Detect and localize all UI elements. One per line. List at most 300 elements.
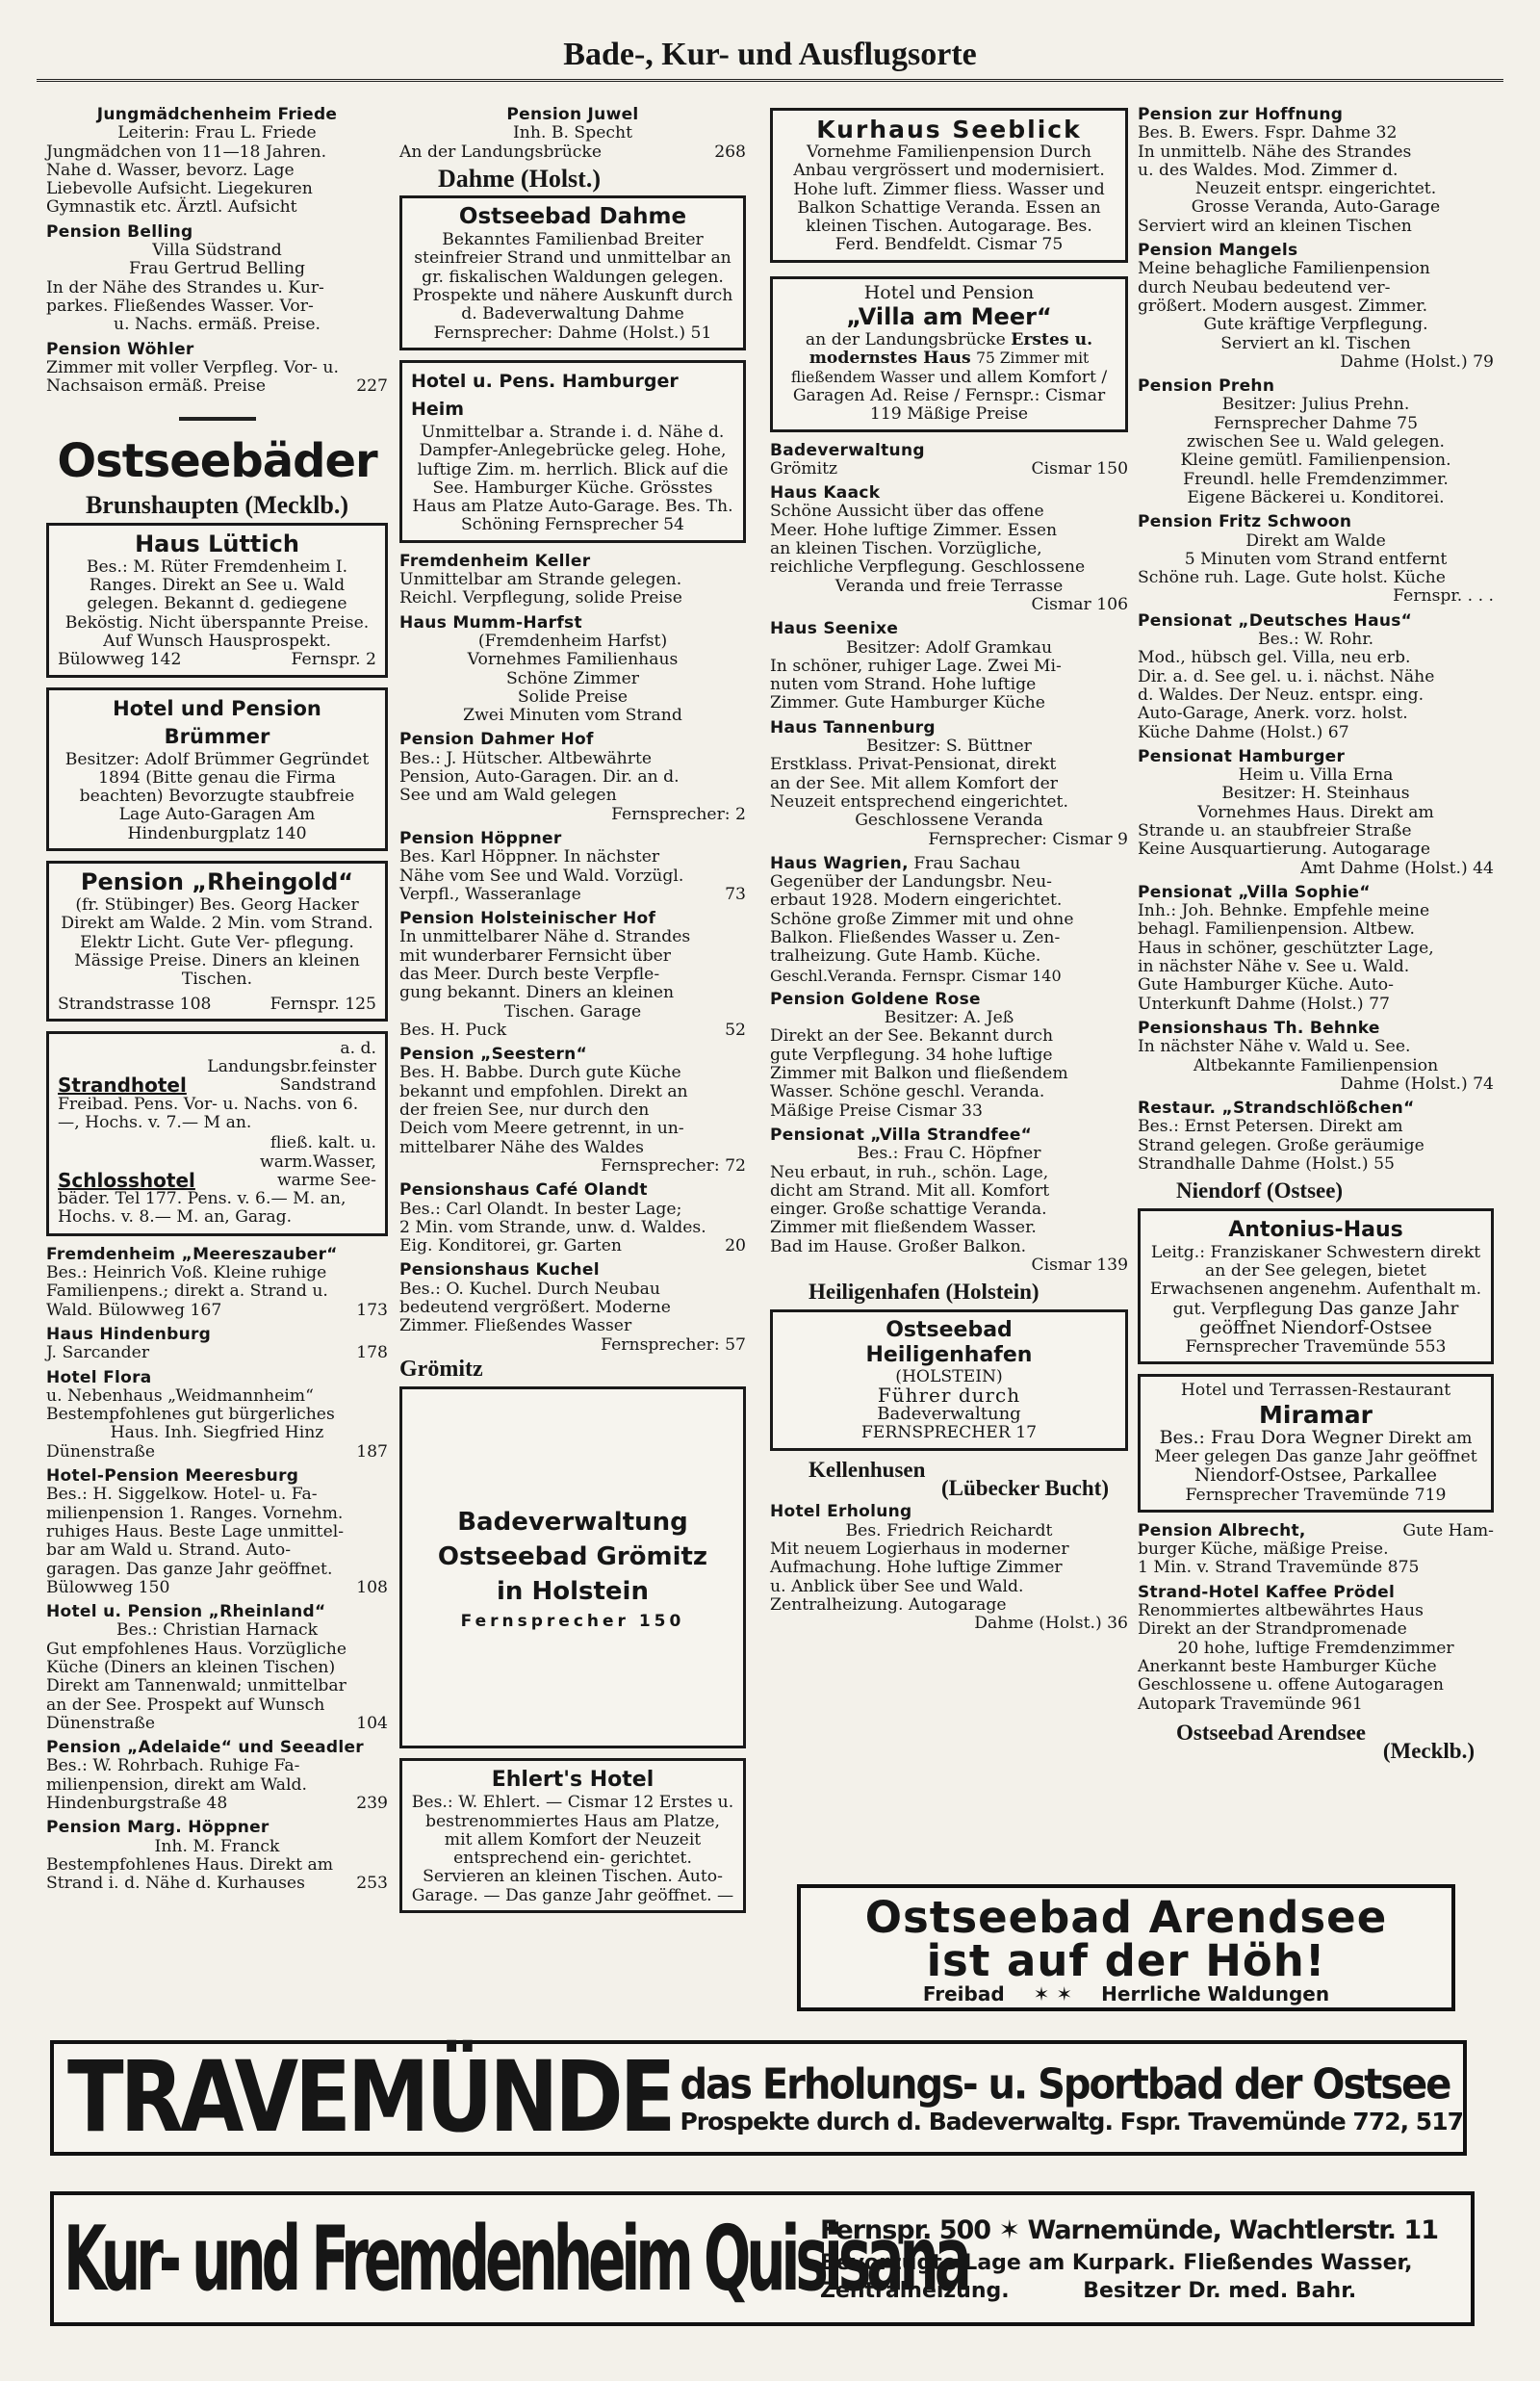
ad-title: Ostseebad Grömitz: [437, 1541, 708, 1571]
line: Ad. Reise / Fernspr.: Cismar 119: [869, 385, 1106, 425]
line: kleinen Tischen. Autogarage.: [806, 217, 1052, 237]
listing-kaffee-proedel: [1138, 1584, 1494, 1714]
ad-title: Ostseebad Arendsee: [864, 1892, 1388, 1943]
line: Das ganze Jahr geöffnet: [1199, 1297, 1459, 1338]
line: Leitg.: Franziskaner Schwestern: [1150, 1242, 1425, 1262]
line: 5 Minuten vom Strand entfernt: [1184, 549, 1448, 569]
listing-hindenburg: [46, 1326, 388, 1363]
line: Direkt am Tannenwald; unmittelbar: [46, 1676, 346, 1696]
line: Besitzer: Adolf Brümmer: [64, 749, 274, 769]
line: Gymnastik etc. Ärztl. Aufsicht: [46, 197, 297, 218]
ad-title: Strandhotel: [58, 1074, 187, 1098]
line: Mäßige Preise: [907, 404, 1029, 425]
line: an, Hochs. v. 8.— M. an, Garag.: [58, 1189, 346, 1228]
listing-title: Hotel-Pension Meeresburg: [46, 1466, 299, 1487]
listing-title: Jungmädchenheim Friede: [96, 105, 338, 124]
listing-fritz-schwoon: [1138, 513, 1494, 606]
line: Dünenstraße: [46, 1713, 156, 1733]
ad-title: „Villa am Meer“: [846, 303, 1052, 331]
line: Strandhalle Dahme (Holst.) 55: [1138, 1154, 1395, 1175]
listing-title: Pensionat Hamburger: [1138, 746, 1346, 766]
line: Direkt am Meer gelegen: [1154, 1428, 1473, 1466]
line: Fernsprecher: 57: [601, 1334, 746, 1355]
ad-quisisana: [50, 2191, 1475, 2326]
phone-number: 108: [356, 1577, 388, 1597]
phone-number: 187: [356, 1441, 388, 1462]
phone-number: 227: [356, 376, 388, 397]
line: Gut empfohlenes Haus. Vorzügliche: [46, 1639, 347, 1659]
ad-title: Ostseebad: [886, 1317, 1013, 1342]
line: Mod., hübsch gel. Villa, neu erb.: [1138, 648, 1411, 668]
ad-ostseebad-heiligenhafen: [770, 1309, 1128, 1451]
phone-number: Dahme (Holst.) 36: [974, 1614, 1128, 1634]
listing-woehler: [46, 341, 388, 397]
listing-title: Hotel u. Pension „Rheinland“: [46, 1602, 326, 1622]
line: bäder. Tel 177. Pens. v. 6.— M.: [58, 1189, 316, 1209]
line: Cismar 106: [1031, 594, 1128, 614]
line: modernisiert. Hohe luft. Zimmer: [793, 161, 1105, 199]
line: Nachsaison ermäß. Preise: [46, 376, 267, 397]
line: Bes.: Frau C. Höpfner: [857, 1144, 1041, 1164]
place-heading: Dahme (Holst.): [438, 164, 601, 193]
line: Inh.: Joh. Behnke. Empfehle meine: [1138, 901, 1430, 921]
listing-prehn: [1138, 377, 1494, 507]
listing-title: Pensionshaus Kuchel: [399, 1260, 600, 1281]
line: Jungmädchen von 11—18 Jahren.: [46, 142, 327, 162]
line: Prospekte und nähere Auskunft: [412, 286, 679, 306]
listing-title: Pensionat „Villa Strandfee“: [770, 1125, 1033, 1145]
line: Schöne Aussicht über das offene: [770, 502, 1044, 522]
line: Vornehmes Haus. Direkt am: [1197, 802, 1434, 822]
column-1: [46, 106, 388, 1900]
listing-title: Hotel Erholung: [770, 1502, 912, 1522]
line: Schattige Veranda. Essen an: [860, 197, 1101, 218]
line: Fernsprecher: Dahme (Holst.) 51: [433, 323, 712, 343]
line: Tischen. Auto-Garage.: [411, 1867, 723, 1905]
line: 2 Min. vom Strande, unw. d. Waldes.: [399, 1217, 706, 1237]
line: Besitzer: H. Steinhaus: [1221, 784, 1410, 804]
line: Besitzer: Adolf Gramkau: [845, 637, 1053, 658]
ad-title: ist auf der Höh!: [926, 1935, 1326, 1986]
column-4: [1138, 106, 1494, 1766]
line: Direkt an der Strandpromenade: [1138, 1619, 1407, 1640]
listing-haus-seenixe: [770, 620, 1128, 712]
line: erbaut 1928. Modern eingerichtet.: [770, 891, 1063, 911]
line: Bes. H. Puck: [399, 1020, 507, 1040]
column-2: [399, 106, 746, 1923]
line: Strande u. an staubfreier Straße: [1138, 820, 1412, 841]
line: Hindenburgstraße 48: [46, 1794, 228, 1814]
line: milienpension, direkt am Wald.: [46, 1774, 307, 1795]
page-header: Bade-, Kur- und Ausflugsorte: [563, 37, 977, 72]
line: Dir. a. d. See gel. u. i. nächst. Nähe: [1138, 666, 1435, 686]
line: Erstklass. Privat-Pensionat, direkt: [770, 755, 1057, 775]
line: Bes.: Heinrich Voß. Kleine ruhige: [46, 1263, 327, 1283]
line: Eig. Konditorei, gr. Garten: [399, 1236, 622, 1256]
listing-juwel: [399, 106, 746, 162]
listing-hamburger: [1138, 748, 1494, 878]
listing-title: Strand-Hotel Kaffee Prödel: [1138, 1582, 1396, 1602]
line: Bes.: Carl Olandt. In bester Lage;: [399, 1199, 682, 1219]
line: Hotel und Pension: [863, 281, 1035, 303]
line: Küche Dahme (Holst.) 67: [1138, 722, 1349, 742]
line: 75 Zimmer mit fließendem Wasser: [790, 349, 1090, 386]
line: Cismar 139: [1031, 1255, 1128, 1276]
listing-belling: [46, 223, 388, 335]
ad-ostseebad-dahme: [399, 195, 746, 350]
ad-line: Prospekte durch d. Badeverwaltg. Fspr. Travemünde 772, 517: [680, 2107, 1463, 2135]
line: Freibad. Pens. Vor- u. Nachs.: [58, 1094, 302, 1114]
line: Strand i. d. Nähe d. Kurhauses: [46, 1874, 305, 1894]
line: Zimmer mit fließendem Wasser.: [770, 1218, 1037, 1238]
ad-travemuende: [50, 2040, 1467, 2156]
line: Bes.: W. Ehlert. — Cismar 12: [411, 1793, 654, 1813]
line: Vornehmes Familienhaus: [467, 650, 679, 670]
line: Gute Ham-: [1402, 1520, 1494, 1540]
line: Breiter steinfreier Strand und: [414, 230, 704, 269]
line: An der Landungsbrücke: [399, 142, 602, 162]
listing-title: Pensionat „Deutsches Haus“: [1138, 610, 1413, 631]
ad-ehlerts-hotel: [399, 1758, 746, 1913]
ad-title: in Holstein: [497, 1576, 649, 1606]
line: Dünenstraße: [46, 1441, 156, 1462]
line: Zimmer. Fließendes Wasser: [399, 1316, 632, 1336]
line: nuten vom Strand. Hohe luftige: [770, 675, 1037, 695]
ad-title: Schlosshotel: [58, 1168, 195, 1192]
listing-friede: [46, 106, 388, 218]
line: Bes.: O. Kuchel. Durch Neubau: [399, 1279, 660, 1299]
line: Bevorzugte staubfreie Lage: [118, 787, 355, 825]
line: (HOLSTEIN): [895, 1366, 1003, 1386]
line: Direkt am Walde. 2 Min. vom: [61, 914, 306, 934]
line: an der See. Mit allem Komfort der: [770, 773, 1059, 793]
line: Neuzeit entsprechend eingerichtet.: [770, 791, 1068, 812]
line: Unmittelbar a. Strande i. d. Nähe: [421, 422, 704, 442]
line: Fernsprecher: 72: [601, 1155, 746, 1176]
line: Altbekannte Familienpension: [1193, 1055, 1439, 1075]
line: Hotel und Terrassen-Restaurant: [1180, 1381, 1451, 1401]
line: Gegründet 1894: [98, 749, 370, 788]
line: Schöne ruh. Lage. Gute holst. Küche: [1138, 568, 1446, 588]
listing-badeverwaltung: [770, 442, 1128, 479]
ad-footer: [801, 1982, 1451, 2006]
line: mittelbarer Nähe des Waldes: [399, 1137, 644, 1157]
line: feinster Sandstrand: [279, 1057, 376, 1096]
line: Heim u. Villa Erna: [1238, 765, 1394, 786]
listing-villa-strandfee: [770, 1126, 1128, 1275]
phone-number: Cismar 150: [1031, 458, 1128, 479]
line: Reichl. Verpflegung, solide Preise: [399, 588, 682, 608]
line: Leiterin: Frau L. Friede: [117, 123, 317, 143]
line: u. des Waldes. Mod. Zimmer d.: [1138, 160, 1399, 180]
ad-title: Heiligenhafen: [865, 1342, 1033, 1367]
listing-albrecht: [1138, 1522, 1494, 1578]
line: Freundl. helle Fremdenzimmer.: [1183, 469, 1449, 489]
place-heading: Heiligenhafen (Holstein): [808, 1280, 1040, 1305]
line: Fremdenheim I. Ranges.: [89, 556, 348, 596]
line: Fernspr. . . .: [1393, 586, 1494, 607]
line: Fernsprecher Dahme 75: [1213, 413, 1419, 433]
line: Bad im Hause. Großer Balkon.: [770, 1236, 1027, 1256]
line: Fernsprecher 54: [544, 515, 684, 535]
place-heading: Grömitz: [399, 1356, 483, 1382]
listing-title: Restaur. „Strandschlößchen“: [1138, 1099, 1415, 1119]
line: gung bekannt. Diners an kleinen: [399, 983, 675, 1003]
ad-title: Hotel und Pension Brümmer: [113, 696, 321, 748]
line: Mit neuem Logierhaus in moderner: [770, 1540, 1069, 1559]
line: In unmittelbarer Nähe d. Strandes: [399, 927, 691, 947]
ad-badeverwaltung-groemitz: [399, 1386, 746, 1748]
place-heading: Brunshaupten (Mecklb.): [85, 491, 349, 520]
listing-title: Pension Marg. Höppner: [46, 1818, 270, 1838]
line: Bes.: W. Rohrbach. Ruhige Fa-: [46, 1756, 300, 1776]
listing-title: Haus Wagrien,: [770, 853, 909, 873]
line: der freien See, nur durch den: [399, 1100, 650, 1121]
line: von 6.—, Hochs. v. 7.— M an.: [58, 1094, 359, 1132]
line: Nahe d. Wasser, bevorz. Lage: [46, 160, 295, 180]
line: Besitzer: S. Büttner: [866, 737, 1032, 757]
line: Führer durch: [877, 1383, 1021, 1407]
ad-subtitle: das Erholungs- u. Sportbad der Ostsee: [680, 2059, 1450, 2109]
phone-number: 73: [725, 884, 746, 904]
line: Waldungen gelegen.: [552, 267, 724, 287]
line: u. Nachs. ermäß. Preise.: [114, 315, 321, 335]
line: garagen. Das ganze Jahr geöffnet.: [46, 1559, 333, 1579]
line: Inh. B. Specht: [513, 123, 632, 143]
line: Geschlossene Veranda: [855, 811, 1043, 831]
listing-title: Pension Albrecht,: [1138, 1520, 1306, 1540]
ad-villa-am-meer: [770, 276, 1128, 432]
listing-title: Pension Belling: [46, 221, 193, 242]
line: Meer. Hohe luftige Zimmer. Essen: [770, 520, 1058, 540]
phone-number: 20: [725, 1236, 746, 1256]
line: u. Nebenhaus „Weidmannheim“: [46, 1385, 314, 1406]
line: Balkon. Fließendes Wasser u. Zen-: [770, 927, 1061, 947]
listing-title: Pension Juwel: [506, 105, 639, 124]
ad-strandhotel: [46, 1031, 388, 1236]
line: an kleinen Tischen. Vorzügliche,: [770, 539, 1042, 559]
line: Niendorf-Ostsee, Parkallee: [1194, 1465, 1437, 1487]
ad-antonius-haus: [1138, 1208, 1494, 1365]
line: Direkt an der See. Bekannt durch: [770, 1026, 1054, 1047]
line: Bekanntes Familienbad: [442, 230, 639, 250]
line: gute Verpflegung. 34 hohe luftige: [770, 1045, 1053, 1065]
place-heading: Kellenhusen: [808, 1457, 926, 1482]
listing-goldene-rose: [770, 991, 1128, 1121]
ad-line: Zentralheizung. Besitzer Dr. med. Bahr.: [820, 2278, 1357, 2303]
line: ✶ ✶: [1033, 1982, 1073, 2006]
line: Bes. H. Babbe. Durch gute Küche: [399, 1063, 681, 1083]
line: d. Waldes. Der Neuz. entspr. eing.: [1138, 685, 1424, 705]
ad-title: Ostseebad Dahme: [458, 204, 687, 230]
line: milienpension 1. Ranges. Vornehm.: [46, 1503, 344, 1523]
line: Strand. Elektr Licht. Gute Ver-: [80, 914, 373, 952]
line: in nächster Nähe v. See u. Wald.: [1138, 957, 1410, 977]
line: Bes.: Christian Harnack: [116, 1620, 319, 1641]
line: 20 hohe, luftige Fremdenzimmer: [1177, 1638, 1454, 1658]
line: Liebevolle Aufsicht. Liegekuren: [46, 179, 313, 199]
line: In nächster Nähe v. Wald u. See.: [1138, 1037, 1411, 1057]
address: Strandstrasse 108: [58, 994, 212, 1014]
line: Nicht überspannte Preise.: [148, 612, 370, 633]
line: Autopark Travemünde 961: [1138, 1694, 1363, 1714]
place-heading: Ostseebad Arendsee: [1176, 1720, 1366, 1745]
ad-title: Haus Lüttich: [135, 530, 299, 557]
line: behagl. Familienpension. Altbew.: [1138, 919, 1415, 940]
listing-title: Pensionat „Villa Sophie“: [1138, 882, 1371, 902]
listing-zur-hoffnung: [1138, 106, 1494, 236]
line: Bes.: J. Hütscher. Altbewährte: [399, 748, 653, 768]
line: Tischen. Garage: [503, 1001, 642, 1022]
line: bedeutend vergrößert. Moderne: [399, 1298, 671, 1318]
listing-title: Haus Kaack: [770, 483, 881, 504]
ad-title: Hotel u. Pens. Hamburger Heim: [411, 370, 679, 420]
line: Pension, Auto-Garagen. Dir. an d.: [399, 767, 680, 788]
line: Besitzer: Julius Prehn.: [1221, 395, 1410, 415]
phone-number: 104: [356, 1713, 388, 1733]
line: Haus. Inh. Siegfried Hinz: [110, 1423, 324, 1443]
line: Dahme (Holst.) 79: [1340, 351, 1494, 372]
line: Zimmer. Gute Hamburger Küche: [770, 693, 1045, 713]
listing-hotel-erholung: [770, 1503, 1128, 1633]
listing-title: Haus Mumm-Harfst: [399, 612, 582, 633]
line: Inh. M. Franck: [154, 1836, 280, 1856]
line: Das ganze Jahr geöffnet: [1275, 1447, 1477, 1466]
listing-title: Pensionshaus Th. Behnke: [1138, 1018, 1380, 1038]
line: Amt Dahme (Holst.) 44: [1300, 858, 1494, 878]
line: Fernsprecher Travemünde 553: [1185, 1337, 1447, 1358]
line: Erstes u. bestrenommiertes Haus: [424, 1793, 734, 1831]
line: durch d. Badeverwaltung Dahme: [461, 286, 733, 324]
ad-subtitle: Fernspr. 500 ✶ Warnemünde, Wachtlerstr. 11: [820, 2214, 1438, 2245]
listing-title: Pension Höppner: [399, 828, 562, 848]
listing-title: Haus Tannenburg: [770, 717, 936, 738]
line: fließ. kalt. u. warm.: [260, 1133, 376, 1172]
line: Deich vom Meere getrennt, in un-: [399, 1119, 684, 1139]
line: Bes. Friedrich Reichardt: [845, 1520, 1053, 1540]
line: Neu erbaut, in ruh., schön. Lage,: [770, 1162, 1049, 1182]
line: einger. Große schattige Veranda.: [770, 1200, 1047, 1220]
line: Unmittelbar am Strande gelegen.: [399, 570, 682, 590]
line: Blick auf die See. Hamburger: [432, 459, 729, 498]
line: Vornehme Familienpension: [807, 142, 1035, 162]
listing-mangels: [1138, 242, 1494, 372]
ad-title: Kurhaus Seeblick: [816, 116, 1082, 143]
line: parkes. Fließendes Wasser. Vor-: [46, 296, 314, 316]
line: Schöne Zimmer: [506, 668, 639, 688]
line: tralheizung. Gute Hamb. Küche.: [770, 946, 1041, 967]
listing-holsteinischer-hof: [399, 910, 746, 1040]
line: 1 Min. v. Strand Travemünde 875: [1138, 1558, 1420, 1578]
line: Serviert wird an kleinen Tischen: [1138, 216, 1412, 236]
line: J. Sarcander: [46, 1343, 150, 1363]
listing-title: Pension Prehn: [1138, 376, 1275, 397]
phone-number: 239: [356, 1794, 388, 1814]
line: Auf Wunsch Hausprospekt.: [103, 631, 331, 651]
line: Gegenüber der Landungsbr. Neu-: [770, 872, 1052, 893]
line: Diners an kleinen Tischen.: [181, 950, 360, 990]
line: Küche (Diners an kleinen Tischen): [46, 1658, 336, 1677]
line: mit wunderbarer Fernsicht über: [399, 945, 672, 966]
line: Auto-Garagen: [165, 805, 283, 825]
listing-meeresburg: [46, 1467, 388, 1597]
address: Bülowweg 142: [58, 650, 182, 670]
line: bekannt und empfohlen. Direkt an: [399, 1081, 688, 1101]
phone-number: Fernspr. 2: [291, 650, 376, 670]
line: pflegung. Mässige Preise.: [74, 932, 354, 971]
line: Haus in schöner, geschützter Lage,: [1138, 938, 1434, 958]
line: größert. Modern ausgest. Zimmer.: [1138, 296, 1428, 316]
ad-title: Antonius-Haus: [1228, 1217, 1403, 1242]
line: bar am Wald u. Strand. Auto-: [46, 1540, 292, 1561]
listing-cafe-olandt: [399, 1181, 746, 1255]
ad-haus-luettich: [46, 523, 388, 678]
section-title: Ostseebäder: [57, 434, 377, 489]
ad-rheingold: [46, 861, 388, 1022]
line: Familienpens.; direkt a. Strand u.: [46, 1281, 328, 1302]
place-heading: Niendorf (Ostsee): [1176, 1178, 1344, 1203]
listing-title: Pension „Adelaide“ und Seeadler: [46, 1738, 364, 1758]
listing-title: Pension Mangels: [1138, 241, 1298, 261]
line: (Bitte genau die Firma beachten): [79, 767, 336, 807]
phone-number: 253: [356, 1874, 388, 1894]
line: d. Dampfer-Anlegebrücke geleg.: [419, 422, 725, 461]
line: zwischen See u. Wald gelegen.: [1187, 432, 1445, 453]
listing-meereszauber: [46, 1246, 388, 1320]
line: Durch Anbau vergrössert und: [793, 142, 1091, 181]
line: Geschl.Veranda. Fernspr. Cismar 140: [770, 966, 1062, 985]
line: Geschlossene u. offene Autogaragen: [1138, 1675, 1444, 1695]
line: an der Landungsbrücke: [805, 330, 1006, 350]
phone-number: 178: [356, 1343, 388, 1363]
line: Solide Preise: [517, 686, 629, 707]
listing-rheinland: [46, 1603, 388, 1733]
line: direkt an der See gelegen,: [1205, 1242, 1481, 1281]
line: Villa Südstrand: [152, 241, 282, 261]
line: Eigene Bäckerei u. Konditorei.: [1187, 487, 1445, 507]
line: Herrliche Waldungen: [1101, 1982, 1330, 2006]
line: burger Küche, mäßige Preise.: [1138, 1540, 1389, 1560]
line: das Meer. Durch beste Verpfle-: [399, 964, 660, 984]
line: Erstes u. modernstes Haus: [808, 330, 1093, 369]
listing-title: Fremdenheim Keller: [399, 551, 591, 571]
listing-title: Pension Holsteinischer Hof: [399, 909, 656, 929]
ad-line: Bevorzugte Lage am Kurpark. Fließendes Wasser,: [820, 2250, 1413, 2275]
line: Gute kräftige Verpflegung.: [1203, 315, 1428, 335]
line: Zimmer mit Balkon und fließendem: [770, 1064, 1068, 1084]
listing-strandschloesschen: [1138, 1100, 1494, 1174]
ad-hamburger-heim: [399, 360, 746, 543]
line: fliess. Wasser und Balkon: [797, 179, 1105, 218]
line: dicht am Strand. Mit all. Komfort: [770, 1180, 1050, 1201]
line: Direkt am Walde: [1245, 531, 1386, 551]
line: Bes.: M. Rüter: [86, 556, 209, 577]
listing-seestern: [399, 1046, 746, 1176]
line: Aufenthalt m. gut. Verpflegung: [1172, 1280, 1482, 1319]
line: Badeverwaltung: [877, 1404, 1021, 1425]
line: Bülowweg 150: [46, 1577, 170, 1597]
ad-title: TRAVEMÜNDE: [67, 2041, 673, 2155]
line: In schöner, ruhiger Lage. Zwei Mi-: [770, 656, 1062, 676]
listing-title: Pension Fritz Schwoon: [1138, 512, 1352, 532]
line: Am Hindenburgplatz 140: [127, 805, 316, 843]
line: In unmittelb. Nähe des Strandes: [1138, 142, 1412, 162]
line: Verpfl., Wasseranlage: [399, 884, 581, 904]
line: Bestempfohlenes Haus. Direkt am: [46, 1854, 334, 1875]
listing-title: Fremdenheim „Meereszauber“: [46, 1244, 338, 1264]
listing-deutsches-haus: [1138, 612, 1494, 742]
line: Auto-Garage, Anerk. vorz. holst.: [1138, 704, 1408, 724]
